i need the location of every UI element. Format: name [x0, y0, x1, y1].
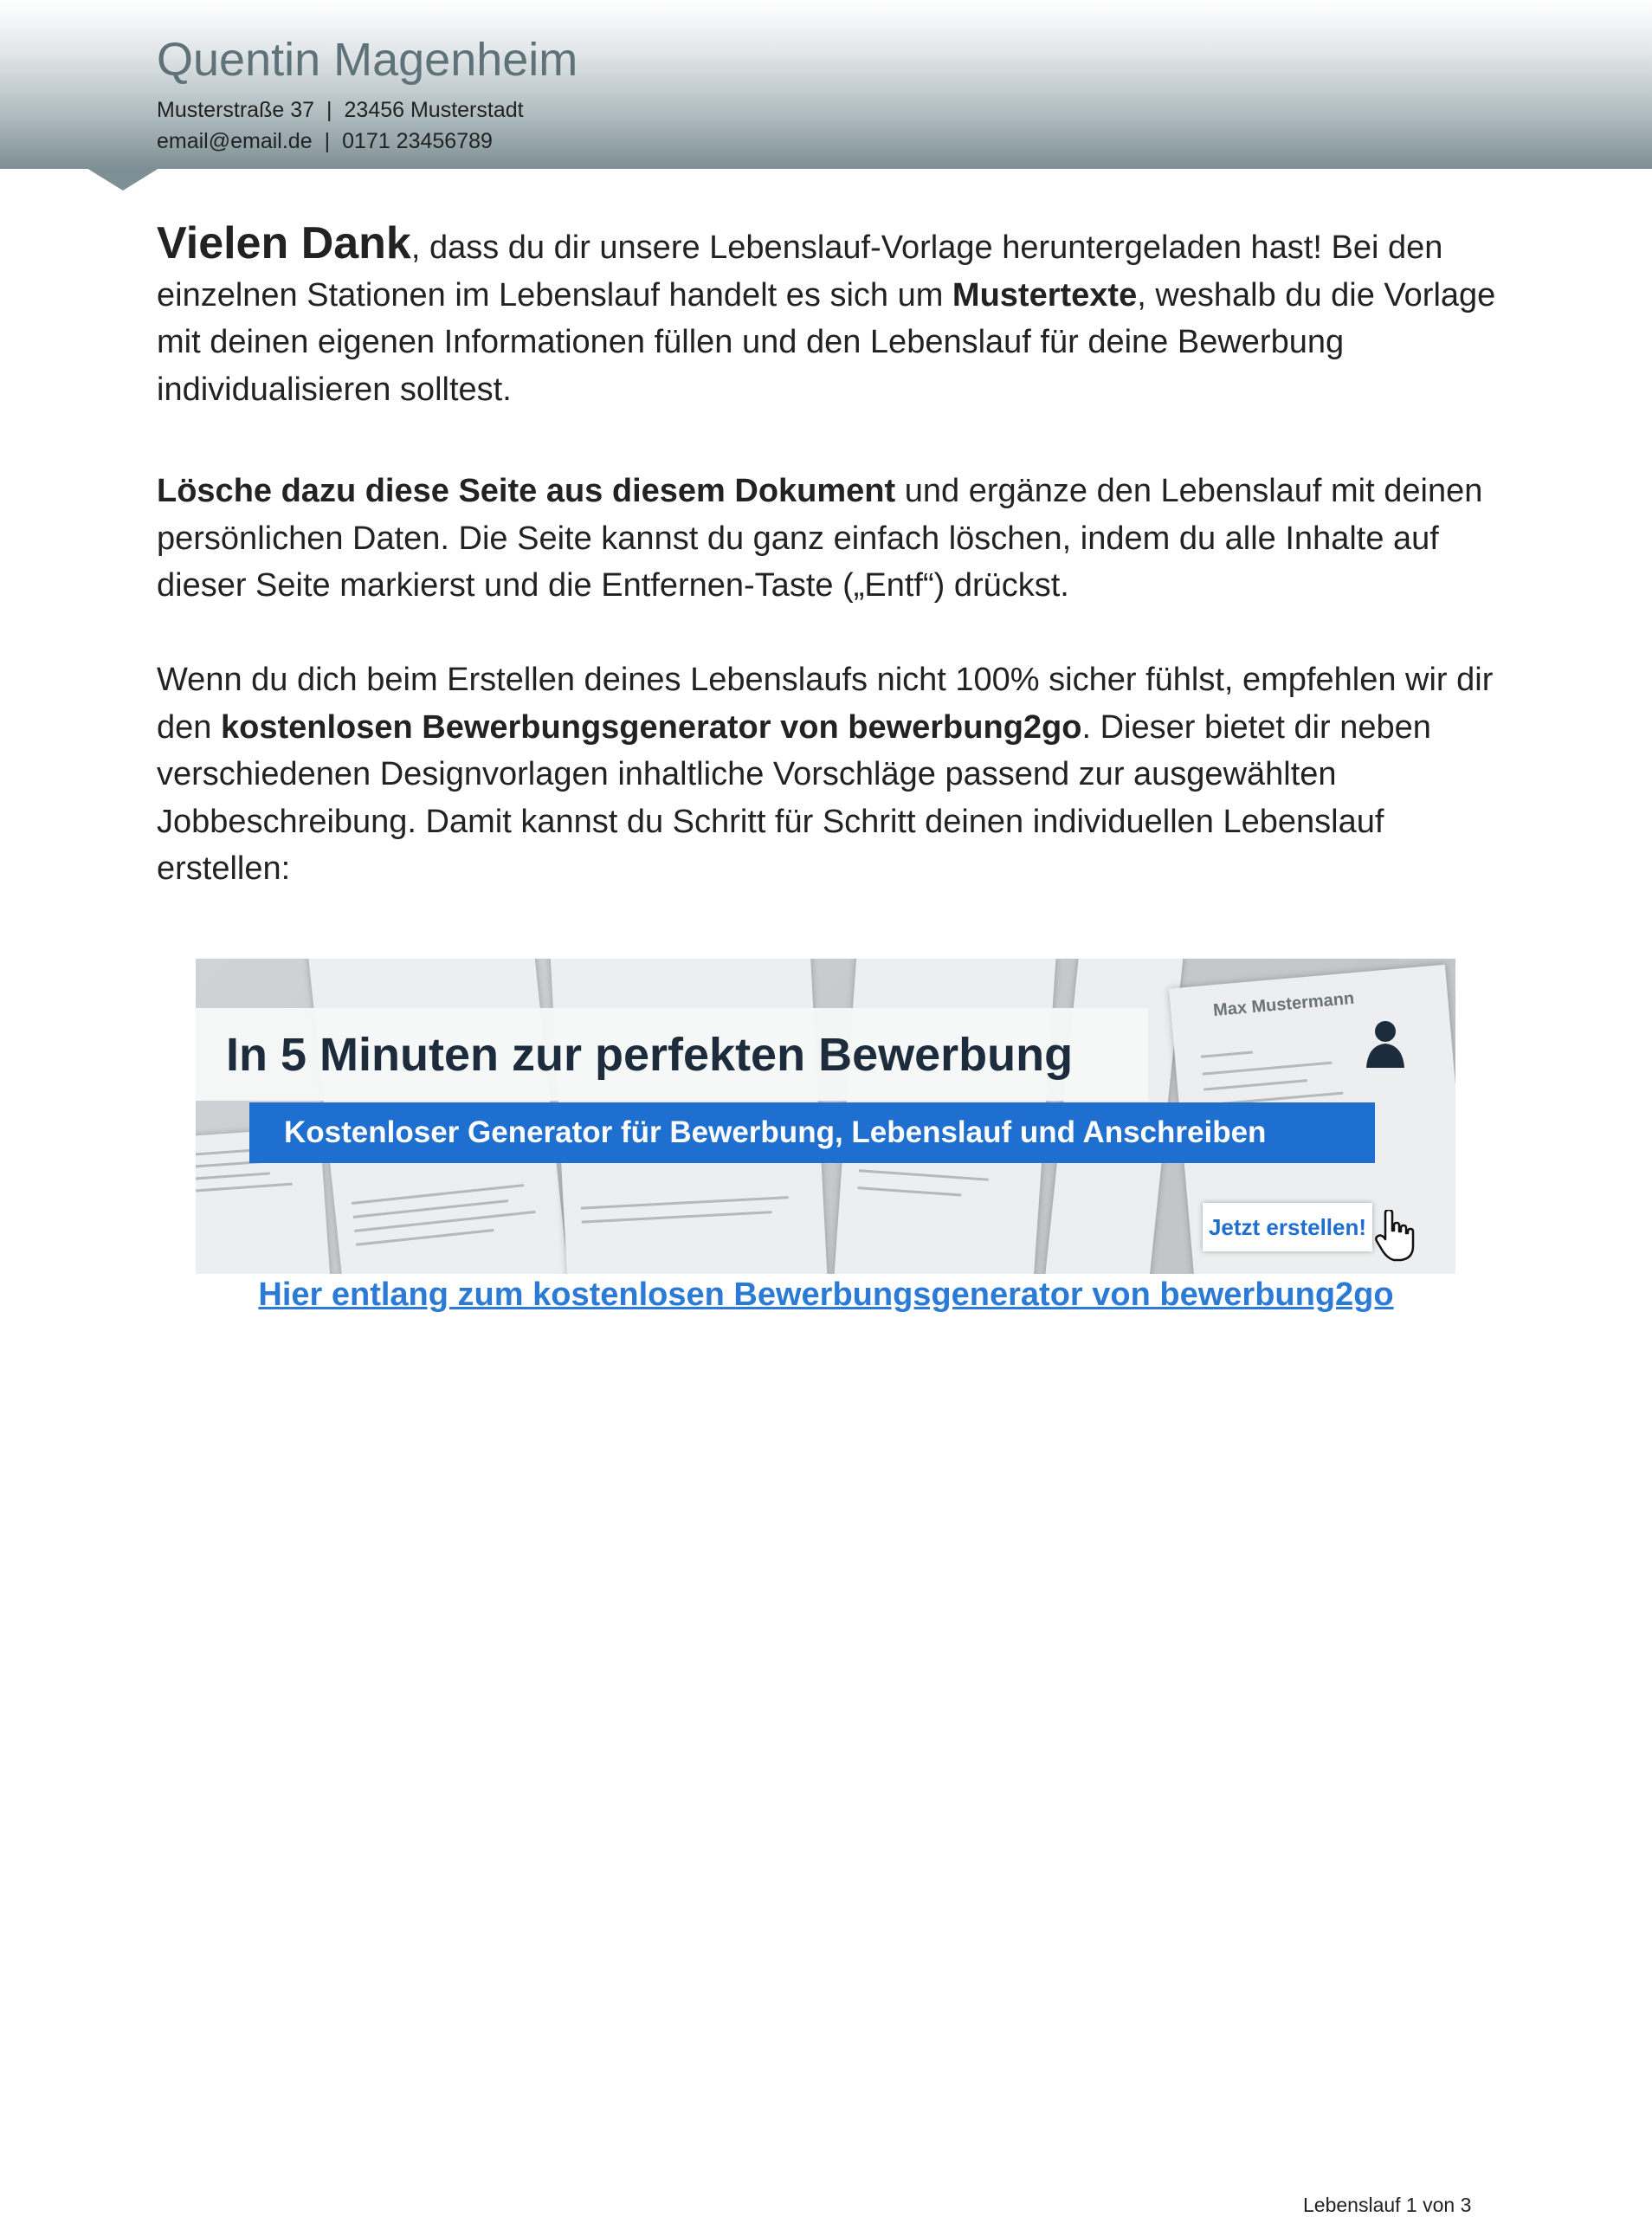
intro-bold: Mustertexte [952, 276, 1138, 313]
create-now-label: Jetzt erstellen! [1208, 1213, 1367, 1240]
person-icon [1365, 1018, 1406, 1070]
create-now-button[interactable] [1203, 1203, 1372, 1251]
phone: 0171 23456789 [342, 129, 493, 153]
intro-paragraph [157, 220, 1507, 413]
applicant-name: Quentin Magenheim [157, 34, 578, 86]
sample-name: Max Mustermann [1212, 988, 1355, 1021]
intro-lead: Vielen Dank [157, 218, 411, 268]
delete-bold: Lösche dazu diese Seite aus diesem Dokument [157, 473, 896, 509]
separator: | [324, 129, 331, 153]
city: 23456 Musterstadt [344, 98, 524, 122]
banner-subline: Kostenloser Generator für Bewerbung, Lebenslauf und Anschreiben [284, 1115, 1267, 1149]
banner-subline-band [249, 1102, 1375, 1163]
generator-text-1: Wenn du dich beim Erstellen deines Lebenslaufs nicht 100% sicher fühlst, empfehlen wir dir den [157, 662, 1494, 746]
generator-bold: kostenlosen Bewerbungsgenerator von bewerbung2go [220, 708, 1082, 746]
generator-banner[interactable] [196, 959, 1455, 1274]
header-notch [87, 168, 159, 191]
delete-text: und ergänze den Lebenslauf mit deinen persönlichen Daten. Die Seite kannst du ganz einfach löschen, indem du alle Inhalte auf dieser Seite markierst und die Entfernen-Taste („Entf“) drückst. [157, 473, 1483, 604]
banner-headline-band [196, 1008, 1148, 1101]
contact-line [157, 131, 493, 152]
banner-headline: In 5 Minuten zur perfekten Bewerbung [226, 1028, 1074, 1081]
intro-text-2: , weshalb du die Vorlage mit deinen eigenen Informationen füllen und den Lebenslauf für deine Bewerbung individualisieren solltest. [157, 276, 1496, 408]
generator-text-2: . Dieser bietet dir neben verschiedenen Designvorlagen inhaltliche Vorschläge passend zur ausgewählten Jobbeschreibung. Damit kannst du Schritt für Schritt deinen individuellen Lebenslauf erstellen: [157, 708, 1431, 887]
delete-paragraph [157, 468, 1507, 610]
intro-text-1: , dass du dir unsere Lebenslauf-Vorlage heruntergeladen hast! Bei den einzelnen Stationen im Lebenslauf handelt es sich um [157, 229, 1443, 313]
generator-link[interactable]: Hier entlang zum kostenlosen Bewerbungsgenerator von bewerbung2go [258, 1277, 1394, 1313]
separator: | [326, 98, 332, 122]
pointer-hand-icon [1375, 1210, 1416, 1262]
street: Musterstraße 37 [157, 98, 315, 122]
generator-paragraph [157, 656, 1507, 893]
email: email@email.de [157, 129, 313, 153]
page-footer: Lebenslauf 1 von 3 [1303, 2194, 1472, 2216]
address-line [157, 100, 524, 121]
